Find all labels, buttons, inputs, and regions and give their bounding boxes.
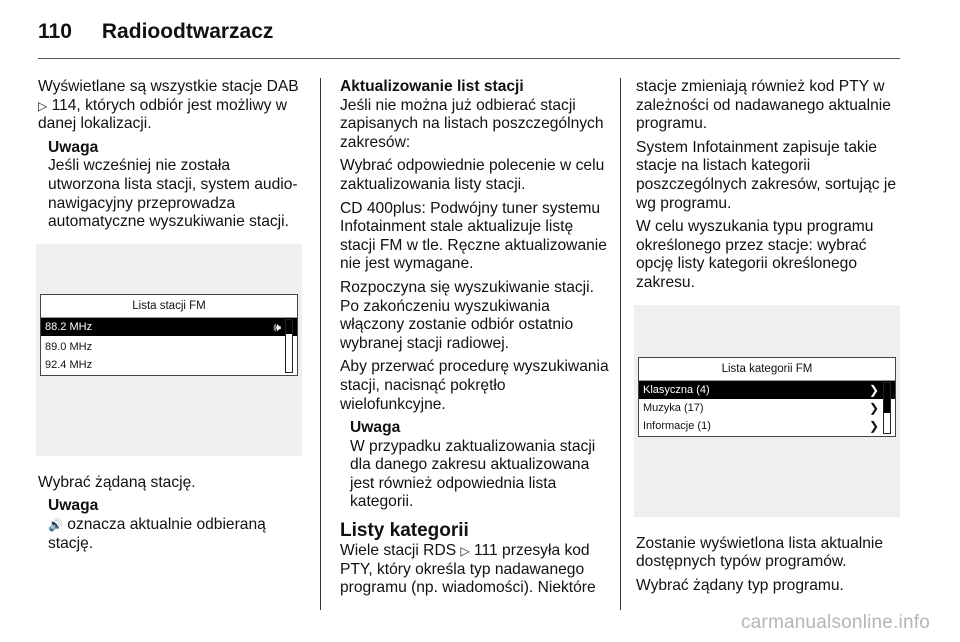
- note-text: 🔊 oznacza aktualnie odbieraną stację.: [48, 515, 266, 552]
- note-text: W przypadku zaktualizowania stacji dla danego zakresu aktualizowana jest również odpowiednia lista kategorii.: [350, 437, 596, 511]
- page-ref-icon: ▷: [38, 98, 48, 113]
- note-block: [340, 419, 610, 512]
- chevron-right-icon: ❯: [868, 400, 879, 415]
- paragraph: Wybrać odpowiednie polecenie w celu zaktualizowania listy stacji.: [340, 157, 605, 193]
- note-title: Uwaga: [48, 497, 99, 515]
- paragraph: Zostanie wyświetlona lista aktualnie dostępnych typów programów.: [636, 534, 884, 571]
- paragraph: Wybrać żądany typ programu.: [636, 576, 844, 594]
- speaker-icon: 🔊: [48, 517, 63, 532]
- fm-category-list-figure: [634, 305, 900, 517]
- paragraph: W celu wyszukania typu programu określonego przez stacje: wybrać opcję listy kategorii określonego zakresu.: [636, 218, 874, 291]
- fm-station-list-figure: [36, 244, 302, 456]
- speaker-icon: 🕪: [273, 319, 281, 334]
- note-title: Uwaga: [48, 138, 99, 156]
- list-item-selected[interactable]: Klasyczna (4) ❯: [639, 381, 895, 399]
- scrollbar[interactable]: [285, 319, 293, 373]
- select-station-text: Wybrać żądaną stację.: [38, 473, 196, 491]
- header-divider: [38, 58, 900, 59]
- list-item-selected[interactable]: 88.2 MHz 🕪: [41, 318, 297, 336]
- page-ref-icon: ▷: [460, 544, 470, 559]
- note-block: [38, 139, 306, 232]
- paragraph: System Infotainment zapisuje takie stacje na listach kategorii poszczególnych zakresów, sortując je wg programu.: [636, 138, 897, 212]
- list-item[interactable]: Muzyka (17) ❯: [643, 400, 879, 415]
- column-2: [340, 78, 610, 603]
- list-item[interactable]: 89.0 MHz: [45, 340, 93, 353]
- chevron-right-icon: ❯: [868, 418, 879, 433]
- screen-title: Lista kategorii FM: [639, 358, 895, 381]
- note-text: Jeśli wcześniej nie została utworzona lista stacji, system audio-nawigacyjny przeprowadza automatyczne wyszukiwanie stacji.: [48, 157, 298, 231]
- page-number: 110: [38, 20, 72, 43]
- section-heading: Listy kategorii: [340, 520, 469, 542]
- paragraph: Wiele stacji RDS ▷ 111 przesyła kod PTY, który określa typ nadawanego programu (np. wiadomości). Niektóre: [340, 542, 596, 597]
- list-item[interactable]: 92.4 MHz: [45, 358, 93, 371]
- column-3: [636, 78, 904, 600]
- paragraph: Rozpoczyna się wyszukiwanie stacji. Po zakończeniu wyszukiwania włączony zostanie odbiór ostatnio wybranej stacji radiowej.: [340, 278, 594, 352]
- page-title: Radioodtwarzacz: [101, 20, 274, 43]
- intro-paragraph: Wyświetlane są wszystkie stacje DAB ▷ 114, których odbiór jest możliwy w danej lokalizacji.: [38, 78, 299, 133]
- paragraph: CD 400plus: Podwójny tuner systemu Infotainment stale aktualizuje listę stacji FM w tle. Ręczne aktualizowanie nie jest wymagane.: [340, 199, 607, 273]
- watermark: carmanualsonline.info: [740, 612, 930, 633]
- paragraph: Jeśli nie można już odbierać stacji zapisanych na listach poszczególnych zakresów:: [340, 96, 604, 151]
- column-divider: [320, 78, 321, 610]
- column-1: [38, 78, 306, 558]
- page-header: [38, 20, 273, 44]
- scrollbar[interactable]: [883, 382, 891, 434]
- column-divider: [620, 78, 621, 610]
- list-item[interactable]: Informacje (1) ❯: [643, 418, 879, 433]
- paragraph: stacje zmieniają również kod PTY w zależności od nadawanego aktualnie programu.: [636, 78, 891, 133]
- chevron-right-icon: ❯: [868, 382, 879, 397]
- section-subheading: Aktualizowanie list stacji: [340, 78, 524, 95]
- screen-title: Lista stacji FM: [41, 295, 297, 318]
- note-block: [38, 497, 306, 553]
- note-title: Uwaga: [350, 419, 401, 437]
- paragraph: Aby przerwać procedurę wyszukiwania stacji, nacisnąć pokrętło wielofunkcyjne.: [340, 358, 609, 413]
- display-screen: [40, 294, 298, 376]
- display-screen: [638, 357, 896, 437]
